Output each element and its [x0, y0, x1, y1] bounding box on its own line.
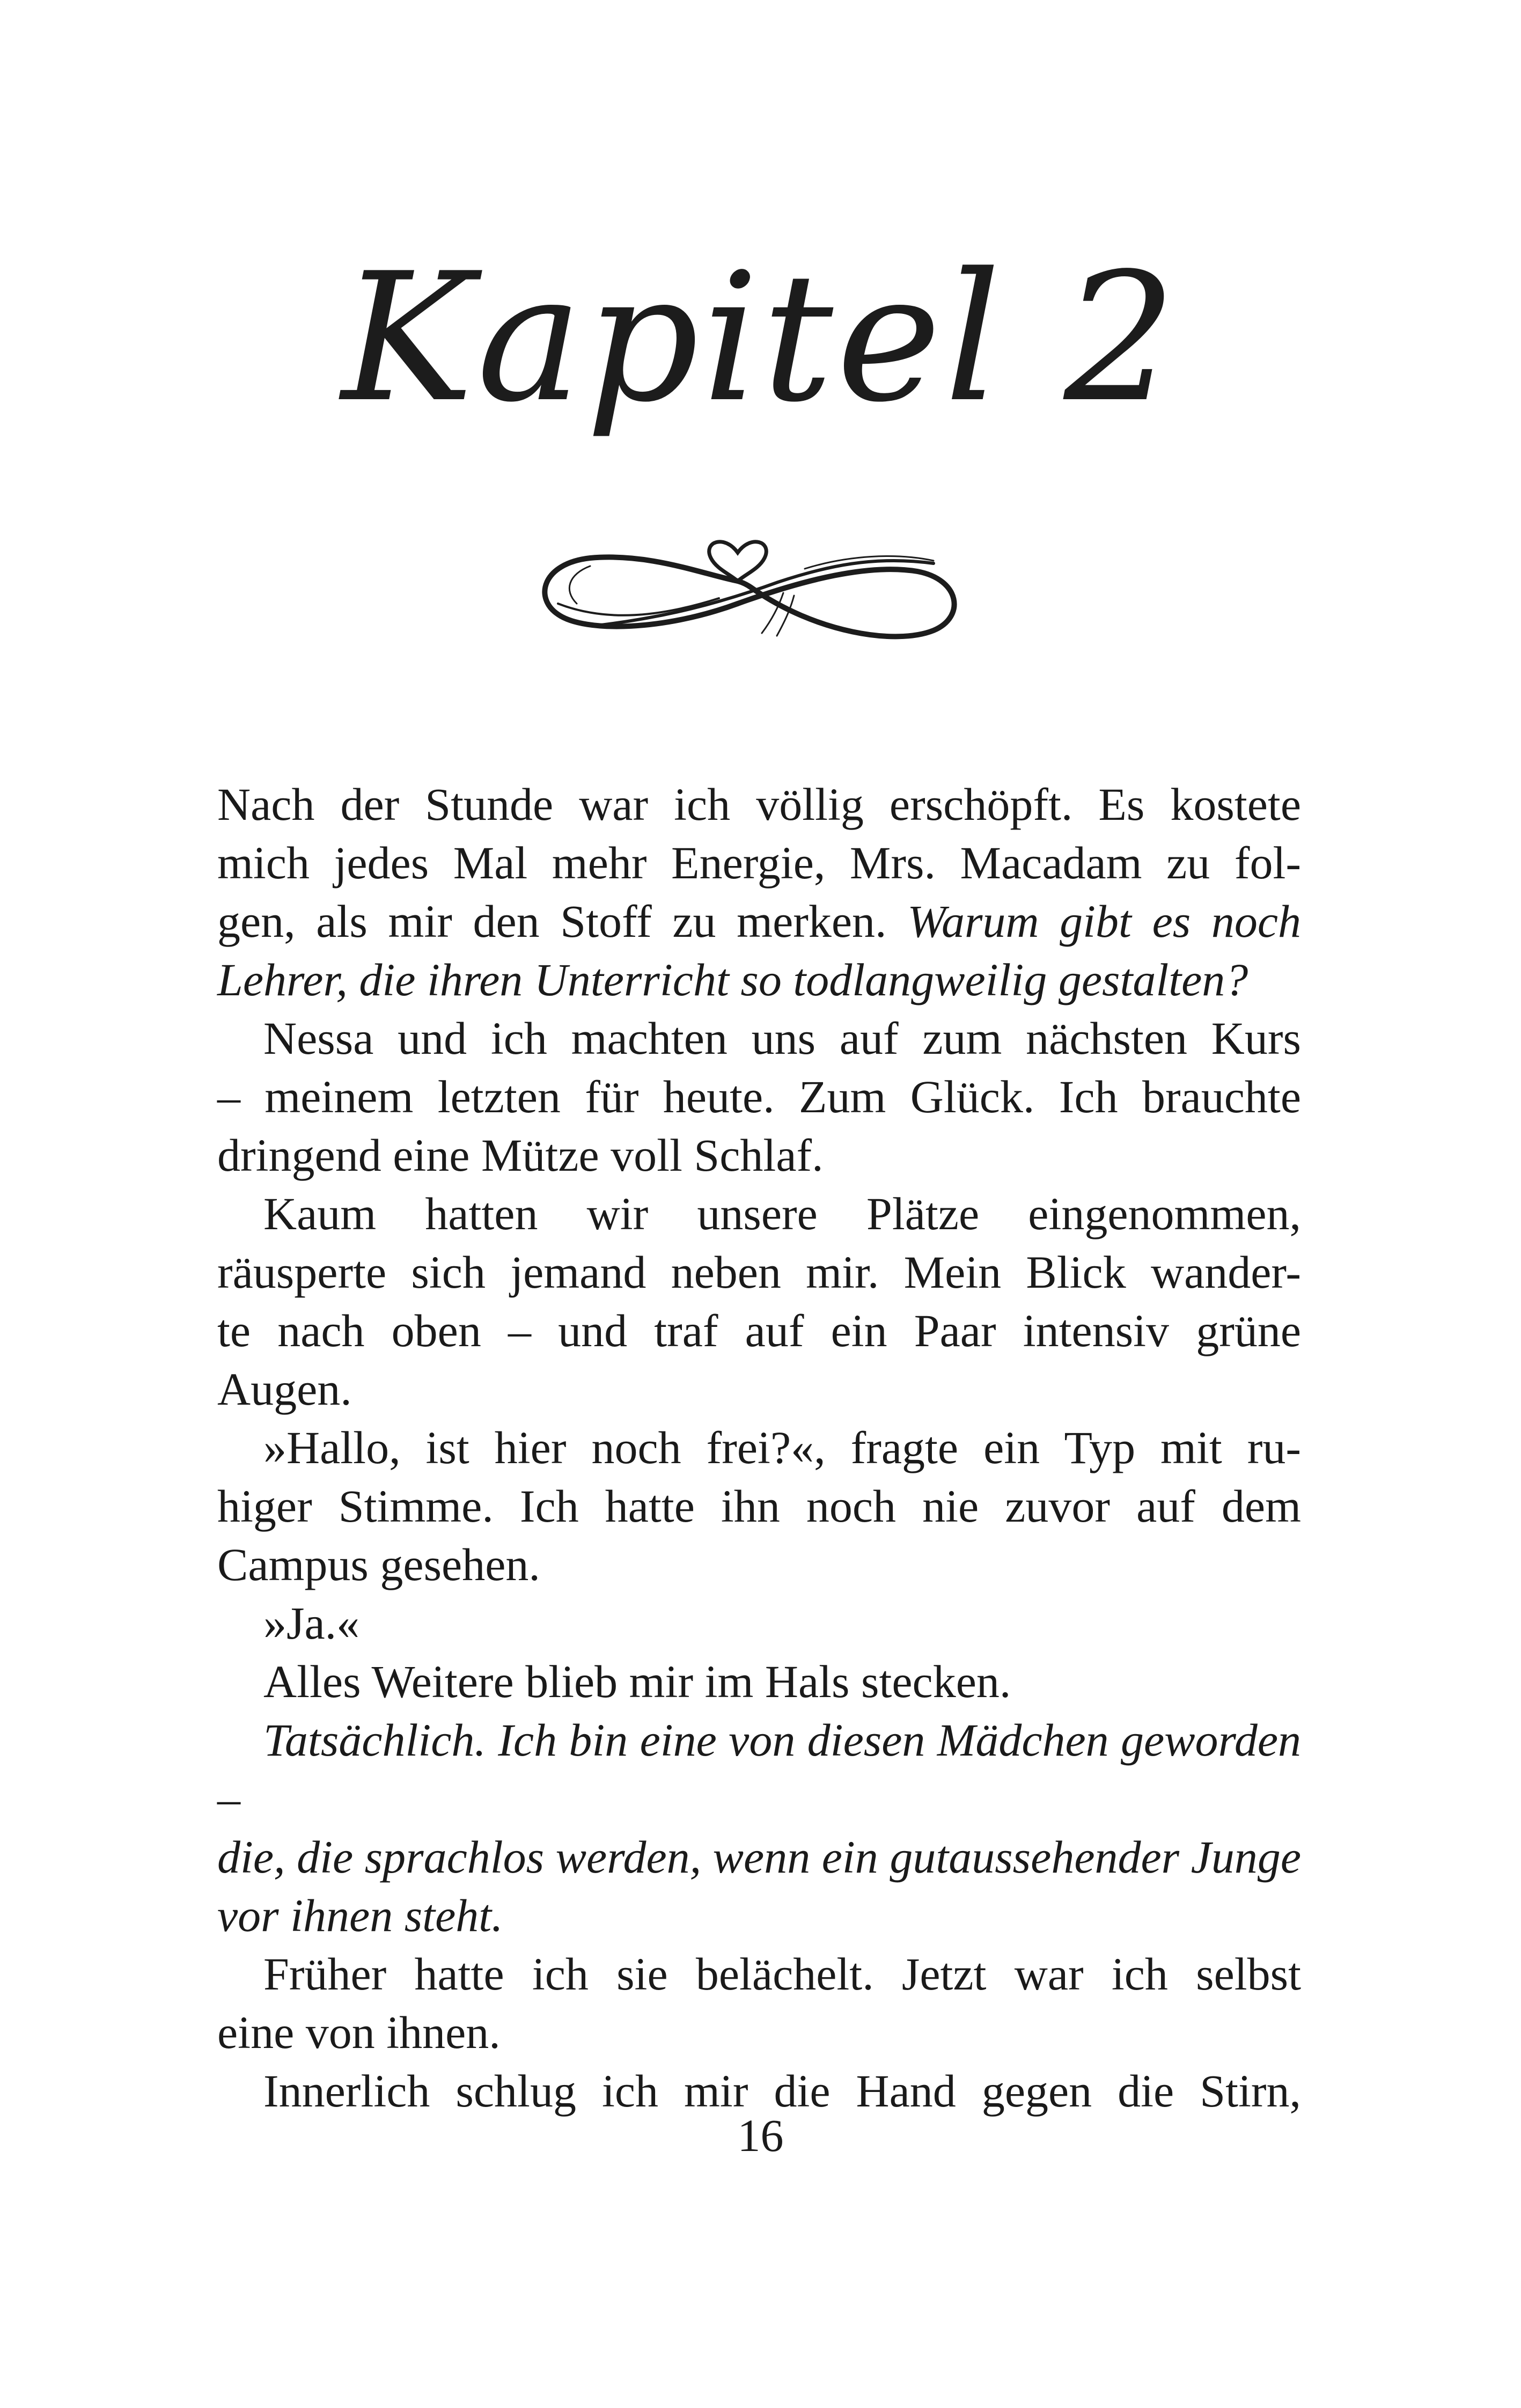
text-line: »Hallo, ist hier noch frei?«, fragte ein Typ mit ru- [263, 1422, 1301, 1473]
text-line: Innerlich schlug ich mir die Hand gegen die Stirn, [263, 2065, 1301, 2117]
text-line: Augen. [217, 1363, 352, 1415]
text-line: – meinem letzten für heute. Zum Glück. Ich brauchte [217, 1071, 1301, 1122]
italic-thought: die, die sprachlos werden, wenn ein gutaussehender Junge [217, 1831, 1301, 1883]
text-line: Kaum hatten wir unsere Plätze eingenommen, [263, 1188, 1301, 1239]
text-line: »Ja.« [263, 1597, 360, 1649]
text-line: higer Stimme. Ich hatte ihn noch nie zuvor auf dem [217, 1480, 1301, 1532]
italic-thought: vor ihnen steht. [217, 1890, 503, 1941]
italic-thought: Lehrer, die ihren Unterricht so todlangweilig gestalten? [217, 954, 1248, 1005]
text-line: te nach oben – und traf auf ein Paar intensiv grüne [217, 1305, 1301, 1356]
italic-paragraph [217, 1711, 1301, 1945]
text-line: Alles Weitere blieb mir im Hals stecken. [263, 1656, 1011, 1707]
text-line: Nach der Stunde war ich völlig erschöpft. Es kostete [217, 779, 1301, 830]
body-text [217, 775, 1301, 2120]
paragraph [217, 1945, 1301, 2062]
paragraph [217, 775, 1301, 1009]
paragraph [217, 1009, 1301, 1185]
page-number: 16 [737, 2110, 784, 2161]
text-segment: gen, als mir den Stoff zu merken. [217, 895, 908, 947]
chapter-title: Kapitel 2 [341, 235, 1180, 441]
paragraph [217, 1594, 1301, 1653]
text-line [217, 892, 1301, 951]
text-line: mich jedes Mal mehr Energie, Mrs. Macadam zu fol- [217, 837, 1301, 889]
text-line: räusperte sich jemand neben mir. Mein Blick wander- [217, 1246, 1301, 1298]
text-line: Früher hatte ich sie belächelt. Jetzt war ich selbst [263, 1948, 1301, 2000]
text-line: eine von ihnen. [217, 2007, 501, 2058]
paragraph [217, 1419, 1301, 1594]
paragraph [217, 1653, 1301, 1711]
italic-thought: Warum gibt es noch [907, 895, 1302, 947]
text-line: Campus gesehen. [217, 1539, 540, 1590]
heart-infinity-ornament-icon [526, 523, 982, 657]
text-line: dringend eine Mütze voll Schlaf. [217, 1129, 824, 1181]
italic-thought: Tatsächlich. Ich bin eine von diesen Mädchen geworden – [217, 1714, 1301, 1824]
text-line: Nessa und ich machten uns auf zum nächsten Kurs [263, 1012, 1301, 1064]
paragraph [217, 1185, 1301, 1419]
